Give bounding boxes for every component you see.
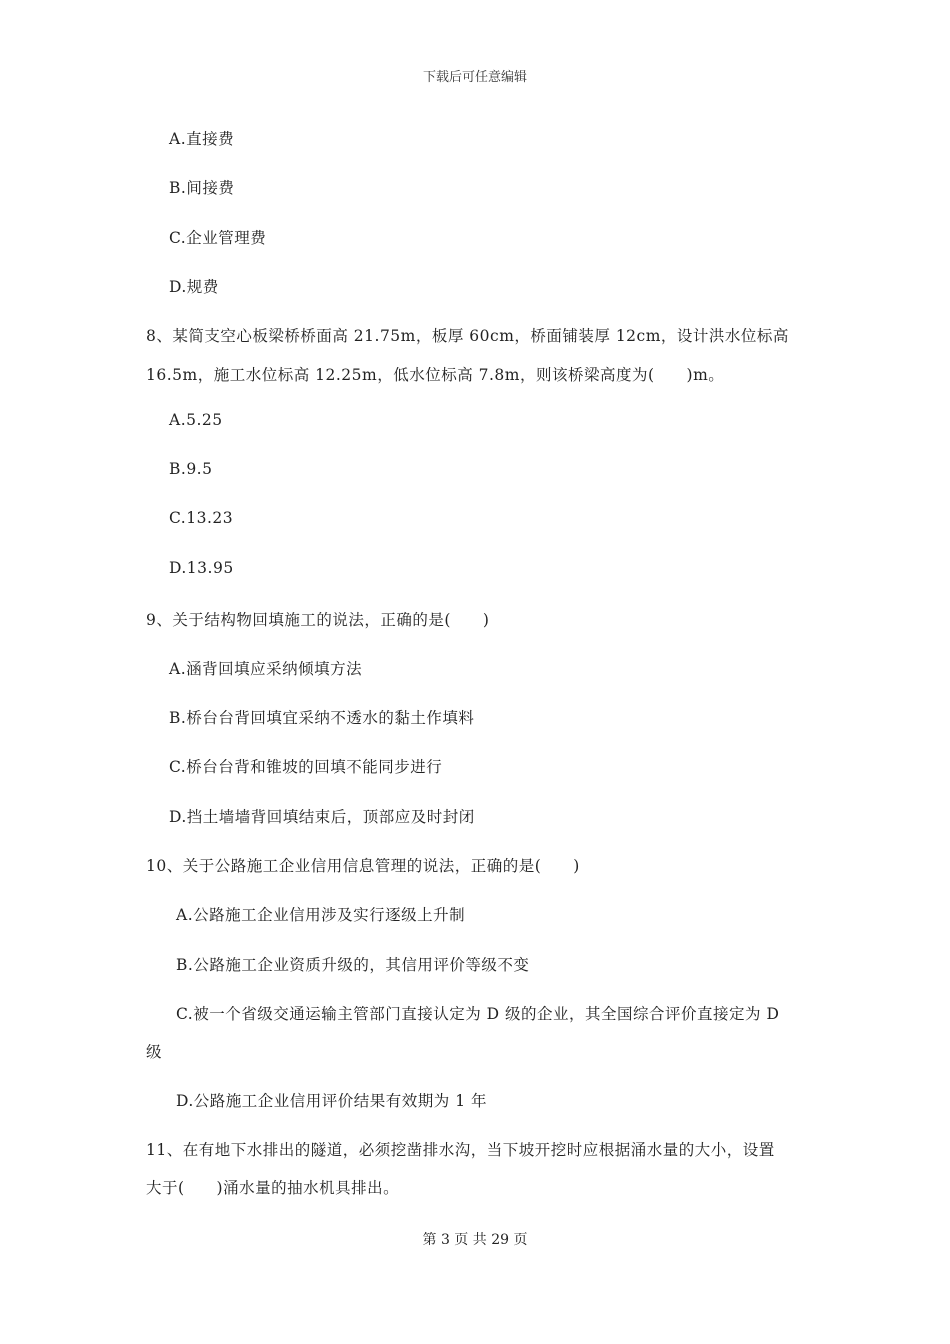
page-footer: 第 3 页 共 29 页 [422,1232,528,1248]
q9-option-b: B.桥台台背回填宜采纳不透水的黏土作填料 [169,709,475,727]
q10-option-d: D.公路施工企业信用评价结果有效期为 1 年 [176,1092,488,1110]
q8-stem-line2: 16.5m，施工水位标高 12.25m，低水位标高 7.8m，则该桥梁高度为( )m。 [146,366,725,384]
q10-option-b: B.公路施工企业资质升级的，其信用评价等级不变 [176,956,530,974]
q8-option-c: C.13.23 [169,509,234,527]
q7-option-c: C.企业管理费 [169,229,267,247]
q8-stem-line1: 8、某简支空心板梁桥桥面高 21.75m，板厚 60cm，桥面铺装厚 12cm，设计洪水位标高 [146,327,789,345]
q8-option-d: D.13.95 [169,559,234,577]
q10-option-c-line2: 级 [146,1043,163,1061]
q7-option-d: D.规费 [169,278,219,296]
q8-option-b: B.9.5 [169,460,213,478]
q7-option-b: B.间接费 [169,179,235,197]
q9-option-d: D.挡土墙墙背回填结束后，顶部应及时封闭 [169,808,475,826]
q9-option-c: C.桥台台背和锥坡的回填不能同步进行 [169,758,443,776]
q9-option-a: A.涵背回填应采纳倾填方法 [169,660,363,678]
q11-stem-line2: 大于( )涌水量的抽水机具排出。 [146,1179,400,1197]
q10-option-c-line1: C.被一个省级交通运输主管部门直接认定为 D 级的企业，其全国综合评价直接定为 D [176,1005,780,1023]
q7-option-a: A.直接费 [169,130,235,148]
q8-option-a: A.5.25 [169,411,223,429]
q9-stem: 9、关于结构物回填施工的说法，正确的是( ) [146,611,490,629]
page-header: 下载后可任意编辑 [422,70,527,85]
q11-stem-line1: 11、在有地下水排出的隧道，必须挖凿排水沟，当下坡开挖时应根据涌水量的大小，设置 [146,1141,775,1159]
q10-stem: 10、关于公路施工企业信用信息管理的说法，正确的是( ) [146,857,580,875]
q10-option-a: A.公路施工企业信用涉及实行逐级上升制 [176,906,466,924]
